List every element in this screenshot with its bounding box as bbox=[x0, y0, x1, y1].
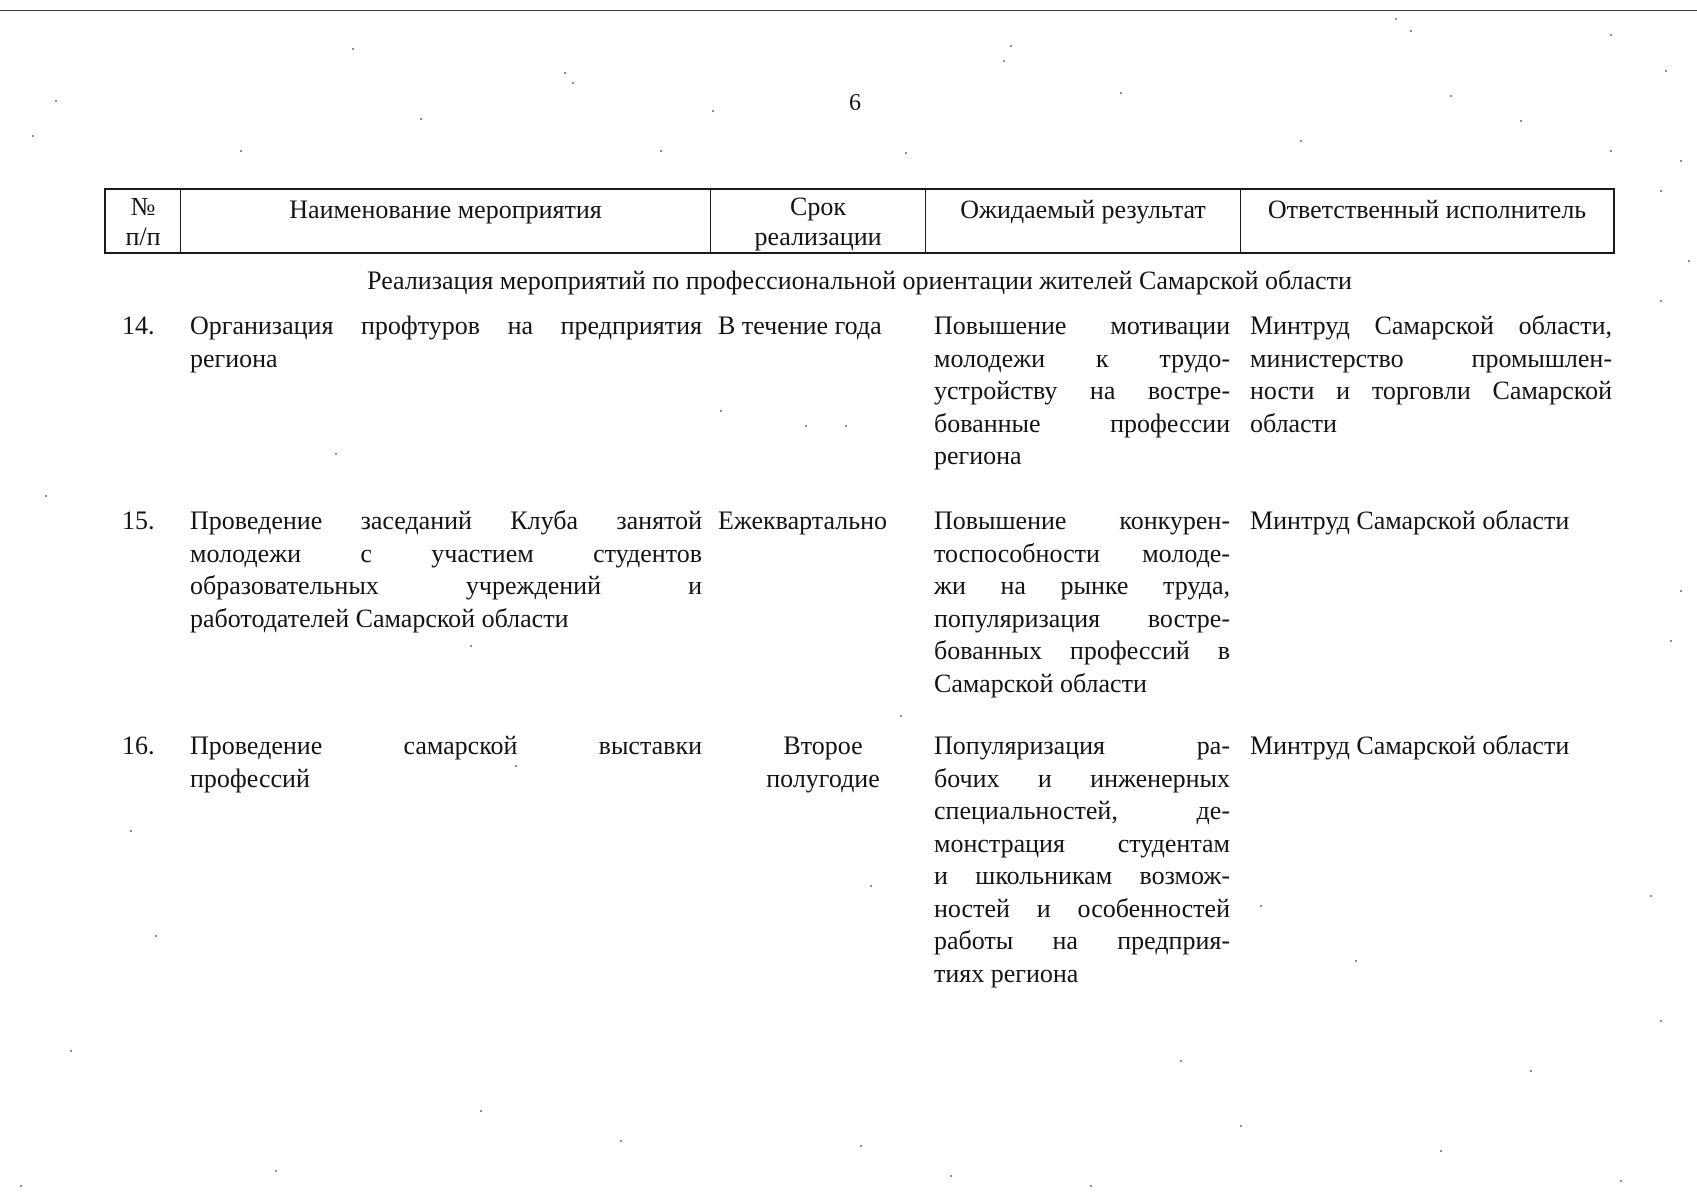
scan-speck bbox=[155, 935, 157, 937]
text-line: Повышение мотивации bbox=[934, 311, 1230, 340]
scan-speck bbox=[32, 135, 34, 137]
scan-speck bbox=[1010, 45, 1012, 47]
row-responsible bbox=[1250, 505, 1612, 538]
row-term bbox=[718, 730, 928, 795]
row-number: 15. bbox=[122, 506, 155, 535]
scan-speck bbox=[1395, 18, 1397, 20]
scan-speck bbox=[1355, 960, 1357, 962]
scan-speck bbox=[1003, 60, 1005, 62]
scan-speck bbox=[720, 410, 722, 412]
row-result bbox=[934, 730, 1230, 990]
text-line: работы на предприя- bbox=[934, 926, 1230, 955]
scan-speck bbox=[70, 1050, 72, 1052]
text-line: бованных профессий в bbox=[934, 636, 1230, 665]
scan-speck bbox=[1670, 640, 1672, 642]
header-cell-name: Наименование мероприятия bbox=[181, 190, 711, 252]
header-number-line-1: № bbox=[130, 192, 156, 221]
row-responsible bbox=[1250, 310, 1612, 440]
scan-speck bbox=[1660, 300, 1662, 302]
text-line: Минтруд Самарской области, bbox=[1250, 311, 1612, 340]
text-line: молодежи к трудо- bbox=[934, 343, 1230, 373]
text-line: области bbox=[1250, 408, 1337, 438]
scan-speck bbox=[1680, 590, 1682, 592]
scan-speck bbox=[1660, 190, 1662, 192]
text-line: региона bbox=[190, 343, 278, 373]
text-line: устройству на востре- bbox=[934, 376, 1230, 405]
scan-speck bbox=[620, 1140, 622, 1142]
scan-speck bbox=[712, 110, 714, 112]
text-line: министерство промышлен- bbox=[1250, 343, 1612, 373]
scan-speck bbox=[1410, 30, 1412, 32]
scan-speck bbox=[660, 150, 662, 152]
text-line: Минтруд Самарской области bbox=[1250, 731, 1570, 760]
scan-speck bbox=[1450, 95, 1452, 97]
text-line: и школьникам возмож- bbox=[934, 861, 1230, 890]
row-term bbox=[718, 310, 928, 343]
header-cell-term bbox=[711, 190, 926, 252]
table-header bbox=[104, 188, 1615, 254]
scan-speck bbox=[950, 1175, 952, 1177]
scan-speck bbox=[870, 885, 872, 887]
text-line: Самарской области bbox=[934, 668, 1147, 698]
text-line: специальностей, де- bbox=[934, 796, 1230, 825]
scan-speck bbox=[480, 1110, 482, 1112]
page-number: 6 bbox=[849, 90, 861, 116]
scan-speck bbox=[564, 72, 566, 74]
row-term bbox=[718, 505, 928, 538]
scan-speck bbox=[1180, 1060, 1182, 1062]
header-cell-number bbox=[106, 190, 181, 252]
text-line: молодежи с участием студентов bbox=[190, 538, 702, 568]
scan-speck bbox=[275, 1170, 277, 1172]
text-line: Проведение заседаний Клуба занятой bbox=[190, 506, 702, 535]
scan-speck bbox=[1610, 150, 1612, 152]
scan-speck bbox=[845, 425, 847, 427]
text-line: полугодие bbox=[766, 763, 880, 793]
text-line: Организация профтуров на предприятия bbox=[190, 311, 702, 340]
scan-speck bbox=[860, 1145, 862, 1147]
row-result bbox=[934, 310, 1230, 473]
text-line: тиях региона bbox=[934, 958, 1079, 988]
text-line: образовательных учреждений и bbox=[190, 571, 702, 600]
scan-speck bbox=[1440, 1150, 1442, 1152]
text-line: В течение года bbox=[718, 311, 882, 340]
scan-speck bbox=[1665, 70, 1667, 72]
scan-speck bbox=[900, 715, 902, 717]
scan-speck bbox=[130, 830, 132, 832]
header-term-line-2: реализации bbox=[754, 222, 882, 251]
text-line: Второе bbox=[783, 731, 863, 760]
row-responsible bbox=[1250, 730, 1612, 763]
text-line: тоспособности молоде- bbox=[934, 538, 1230, 568]
scan-speck bbox=[1620, 1180, 1622, 1182]
text-line: ностей и особенностей bbox=[934, 893, 1230, 923]
scan-speck bbox=[1520, 120, 1522, 122]
text-line: Популяризация ра- bbox=[934, 731, 1230, 760]
text-line: профессий bbox=[190, 763, 310, 793]
text-line: популяризация востре- bbox=[934, 603, 1230, 633]
header-term-line-1: Срок bbox=[790, 192, 846, 221]
scan-speck bbox=[240, 150, 242, 152]
scan-speck bbox=[1300, 140, 1302, 142]
header-number-line-2: п/п bbox=[125, 222, 161, 251]
text-line: Повышение конкурен- bbox=[934, 506, 1230, 535]
scan-speck bbox=[905, 152, 907, 154]
top-border-line bbox=[0, 10, 1697, 11]
text-line: работодателей Самарской области bbox=[190, 603, 569, 633]
text-line: Минтруд Самарской области bbox=[1250, 506, 1570, 535]
header-cell-result: Ожидаемый результат bbox=[926, 190, 1241, 252]
row-name bbox=[190, 730, 702, 795]
scan-speck bbox=[1688, 260, 1690, 262]
row-number: 14. bbox=[122, 311, 155, 340]
scan-speck bbox=[1680, 160, 1682, 162]
header-cell-responsible: Ответственный исполнитель bbox=[1267, 195, 1587, 224]
text-line: бованные профессии bbox=[934, 408, 1230, 438]
scan-speck bbox=[1650, 895, 1652, 897]
scan-speck bbox=[572, 82, 574, 84]
text-line: монстрация студентам bbox=[934, 828, 1230, 858]
row-number: 16. bbox=[122, 731, 155, 760]
text-line: ности и торговли Самарской bbox=[1250, 376, 1612, 405]
scan-speck bbox=[45, 495, 47, 497]
scan-speck bbox=[1260, 905, 1262, 907]
scan-speck bbox=[420, 118, 422, 120]
row-result bbox=[934, 505, 1230, 700]
scan-speck bbox=[1120, 92, 1122, 94]
text-line: бочих и инженерных bbox=[934, 763, 1230, 793]
scan-speck bbox=[515, 765, 517, 767]
scan-speck bbox=[55, 100, 57, 102]
scan-speck bbox=[805, 425, 807, 427]
text-line: Ежеквартально bbox=[718, 506, 887, 535]
scan-speck bbox=[20, 1185, 22, 1187]
section-title: Реализация мероприятий по профессиональной ориентации жителей Самарской области bbox=[367, 266, 1352, 295]
scan-speck bbox=[1530, 1070, 1532, 1072]
row-name bbox=[190, 310, 702, 375]
scan-speck bbox=[352, 48, 354, 50]
text-line: Проведение самарской выставки bbox=[190, 731, 702, 760]
scan-speck bbox=[1660, 1020, 1662, 1022]
scan-speck bbox=[470, 645, 472, 647]
text-line: жи на рынке труда, bbox=[934, 571, 1230, 600]
scan-speck bbox=[1240, 1125, 1242, 1127]
scan-speck bbox=[1090, 1185, 1092, 1187]
text-line: региона bbox=[934, 441, 1022, 470]
scan-speck bbox=[335, 453, 337, 455]
row-name bbox=[190, 505, 702, 635]
scan-speck bbox=[1610, 34, 1612, 36]
